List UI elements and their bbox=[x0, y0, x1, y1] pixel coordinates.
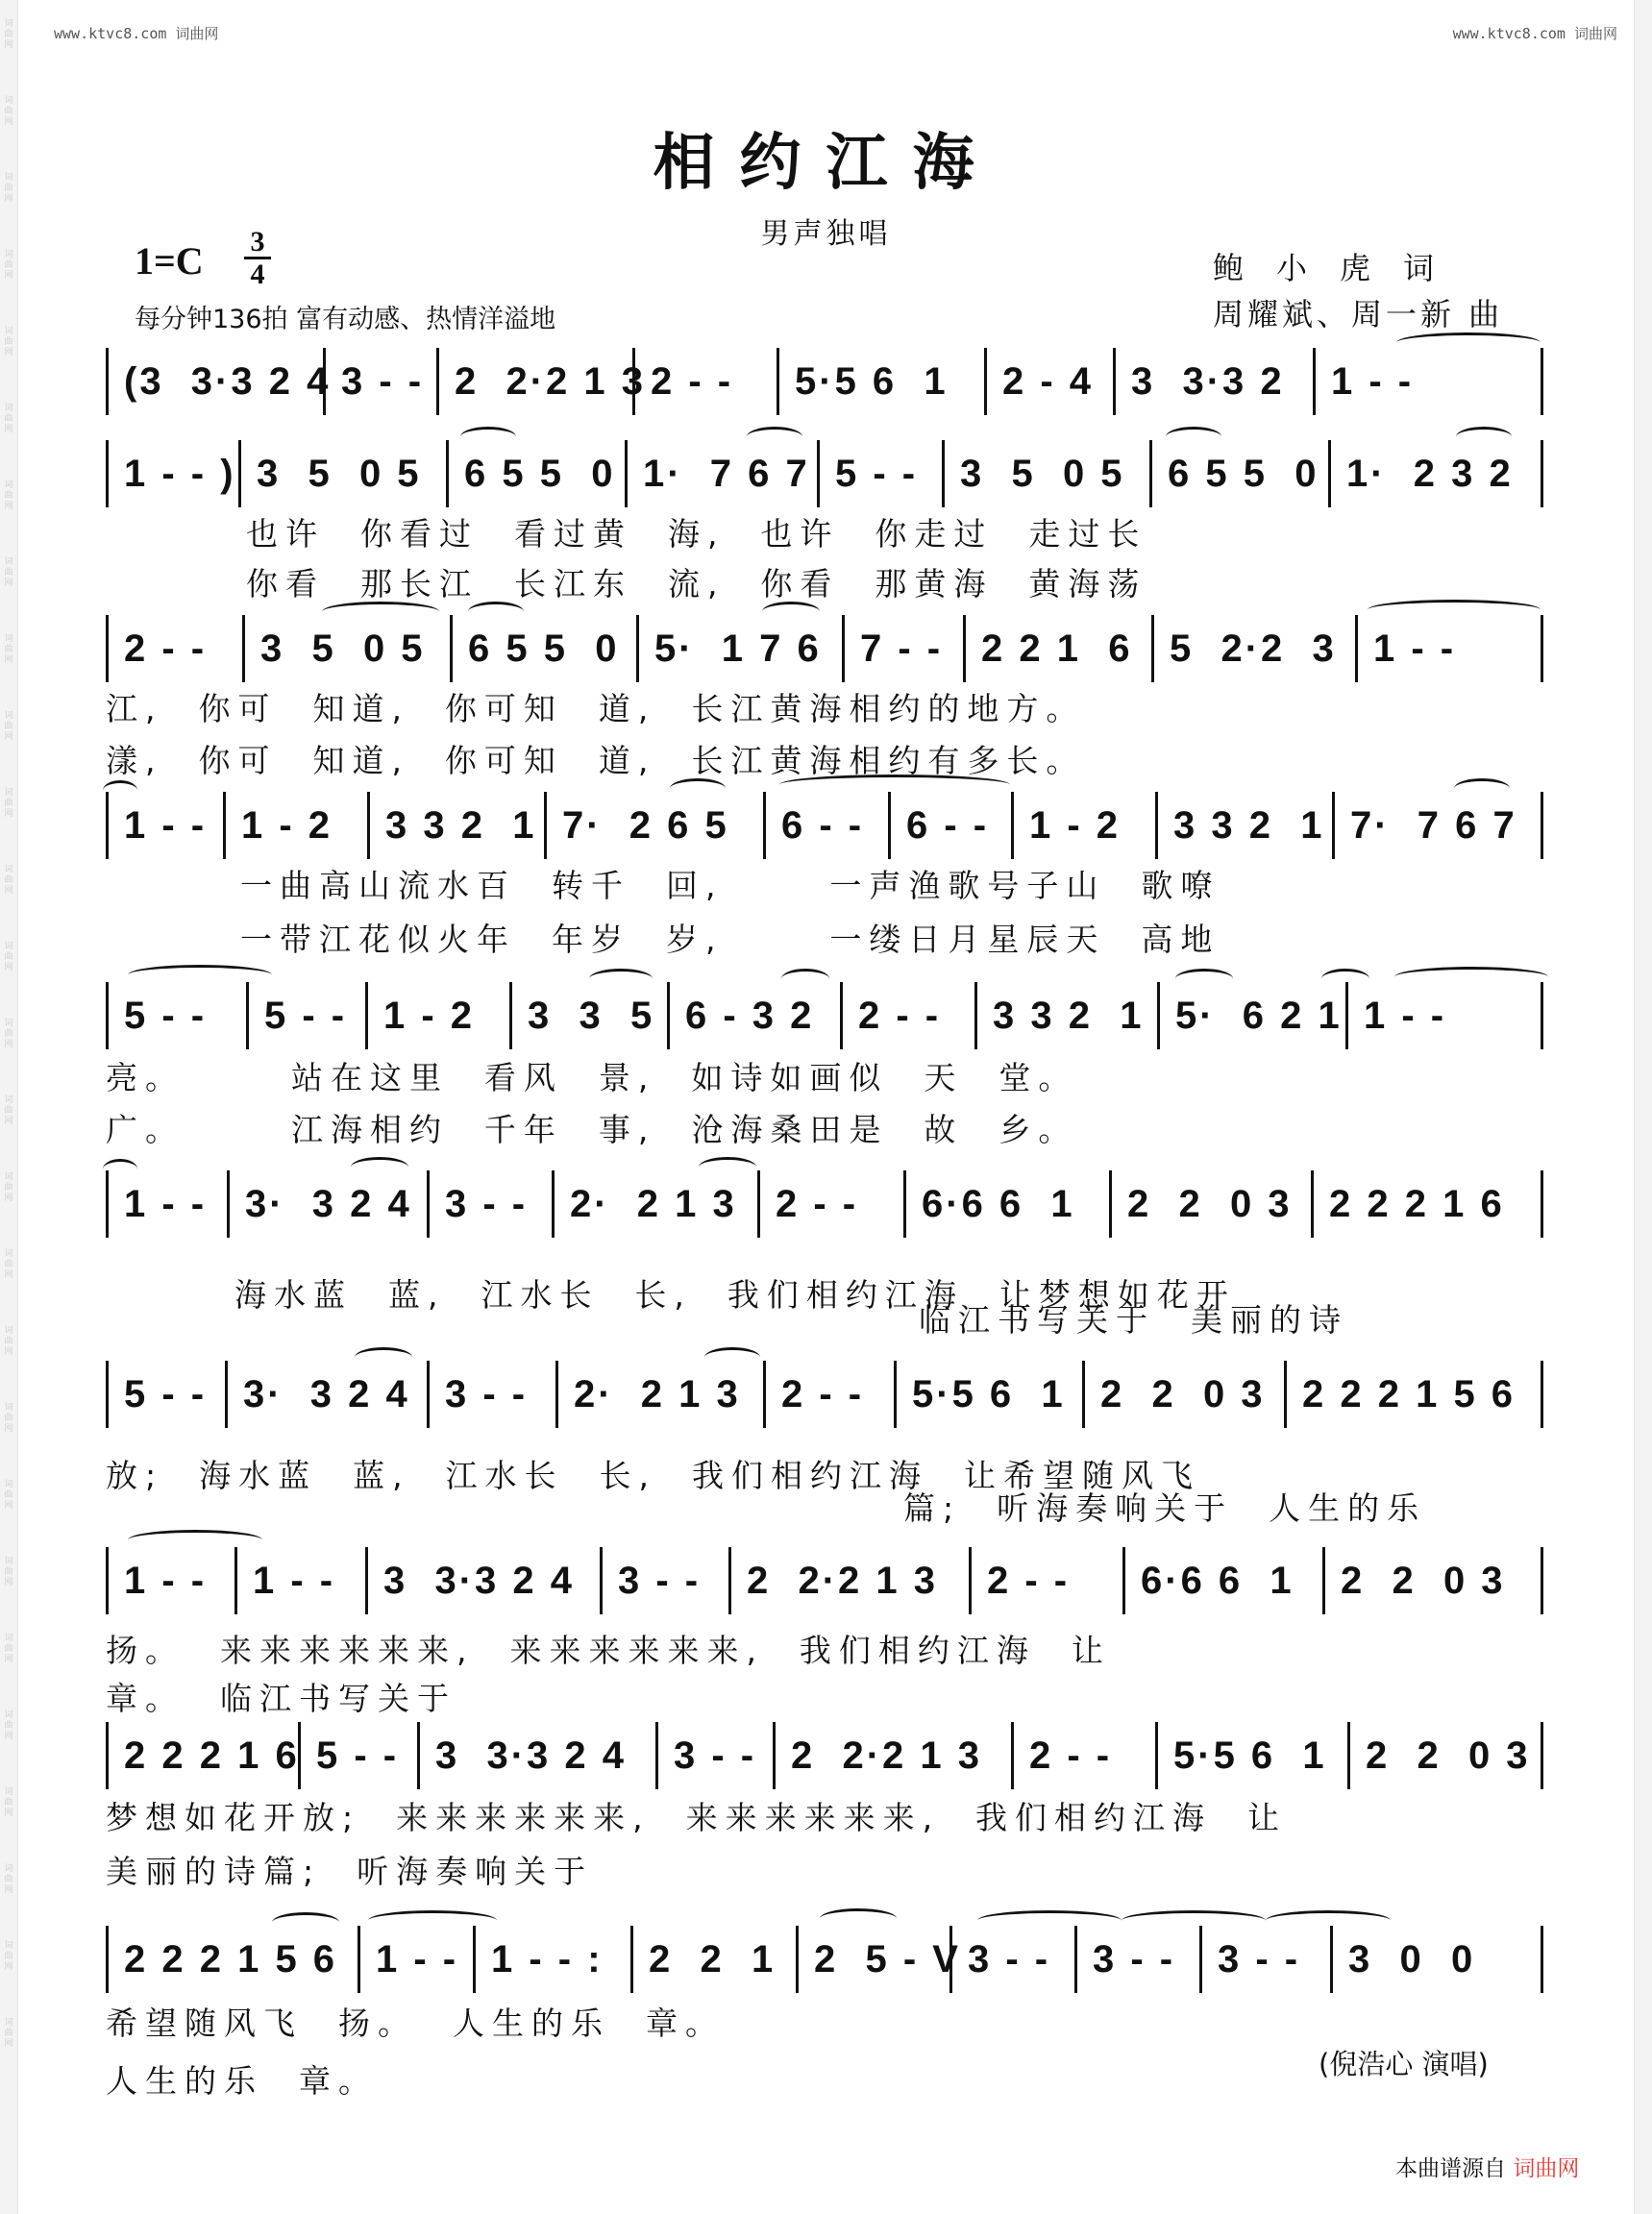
score-row bbox=[106, 348, 1543, 415]
measure: 2 2 2 1 5 6 bbox=[1302, 1373, 1516, 1415]
side-watermark: 词曲网 bbox=[4, 327, 13, 357]
measure: 3 - - bbox=[603, 1547, 731, 1614]
key-signature: 1=C bbox=[135, 239, 204, 283]
tie-mark bbox=[128, 965, 272, 985]
lyric-line: 希望随风飞 扬。 人生的乐 章。 bbox=[106, 2005, 725, 2042]
measure: 3 3·3 2 4 bbox=[420, 1722, 658, 1789]
side-watermark: 词曲网 bbox=[4, 942, 13, 972]
measure: (3 3·3 2 4 bbox=[109, 348, 326, 415]
measure: 1 - - ) bbox=[109, 440, 241, 507]
lyricist-credit: 鲍小虎词 bbox=[1213, 250, 1467, 286]
source-note bbox=[1395, 2151, 1579, 2182]
measure: 7· 2 6 5 bbox=[547, 792, 766, 859]
measure: 3 - - bbox=[1202, 1926, 1333, 1993]
score-row bbox=[106, 1547, 1543, 1614]
side-watermark: 词曲网 bbox=[4, 1019, 13, 1049]
tie-mark bbox=[781, 969, 829, 989]
measure: 3 3·3 2 bbox=[1116, 348, 1316, 415]
tie-mark bbox=[699, 1157, 756, 1177]
measure: 1 - - bbox=[1364, 995, 1447, 1037]
tie-mark bbox=[589, 969, 653, 989]
score-row bbox=[106, 1926, 1543, 1993]
side-watermark: 词曲网 bbox=[4, 1941, 13, 1972]
lyric-line: 一曲高山流水百 转千 回, 一声渔歌号子山 歌嘹 bbox=[240, 867, 1221, 904]
measure: 7· 7 6 7 bbox=[1350, 804, 1517, 847]
measure: 2 2 1 bbox=[633, 1926, 799, 1993]
score-row bbox=[106, 440, 1543, 507]
tie-mark bbox=[1321, 969, 1369, 989]
measure: 2 - - bbox=[760, 1170, 906, 1238]
lyric-line: 广。 江海相约 千年 事, 沧海桑田是 故 乡。 bbox=[106, 1111, 1078, 1148]
tie-mark bbox=[747, 427, 802, 447]
lyric-line: 章。 临江书写关于 bbox=[106, 1680, 456, 1717]
measure: 1 - - bbox=[237, 1547, 368, 1614]
tie-mark bbox=[103, 1159, 137, 1179]
tie-mark bbox=[1122, 1910, 1266, 1931]
tie-mark bbox=[762, 602, 820, 622]
measure: 2 5 - V bbox=[799, 1926, 952, 1993]
measure: 2 - - bbox=[1014, 1722, 1158, 1789]
measure: 2 - - bbox=[843, 982, 977, 1049]
side-watermark: 词曲网 bbox=[4, 1172, 13, 1203]
measure: 1 - 2 bbox=[1014, 792, 1158, 859]
measure: 3 - - bbox=[430, 1170, 555, 1238]
tie-mark bbox=[368, 1910, 497, 1931]
source-label: 本曲谱源自 bbox=[1395, 2156, 1506, 2181]
lyric-line: 漾, 你可 知道, 你可知 道, 长江黄海相约有多长。 bbox=[106, 742, 1086, 779]
measure: 3 3 2 1 bbox=[1158, 792, 1335, 859]
score-row bbox=[106, 615, 1543, 682]
tie-mark bbox=[1266, 1910, 1391, 1931]
measure: 1 - 2 bbox=[368, 982, 512, 1049]
side-watermark: 词曲网 bbox=[4, 1095, 13, 1126]
measure: 2 2·2 1 3 bbox=[776, 1722, 1014, 1789]
measure: 1 - - bbox=[109, 1170, 230, 1238]
measure: 6·6 6 1 bbox=[906, 1170, 1112, 1238]
side-watermark: 词曲网 bbox=[4, 1634, 13, 1664]
tie-mark bbox=[468, 602, 524, 622]
tempo-marking: 每分钟136拍 富有动感、热情洋溢地 bbox=[135, 305, 556, 334]
measure: 1· 7 6 7 bbox=[628, 440, 820, 507]
measure: 3 - - bbox=[1077, 1926, 1202, 1993]
measure: 5· 1 7 6 bbox=[639, 615, 845, 682]
side-watermark: 词曲网 bbox=[4, 788, 13, 819]
measure: 2 - 4 bbox=[987, 348, 1116, 415]
measure: 5 - - bbox=[249, 982, 368, 1049]
lyric-line: 扬。 来来来来来来, 来来来来来来, 我们相约江海 让 bbox=[106, 1632, 1111, 1669]
measure: 1· 2 3 2 bbox=[1346, 453, 1514, 495]
score-row bbox=[106, 1722, 1543, 1789]
tie-mark bbox=[272, 1912, 339, 1932]
measure: 5· 6 2 1 bbox=[1160, 982, 1348, 1049]
tie-mark bbox=[670, 778, 726, 799]
side-watermark: 词曲网 bbox=[4, 1557, 13, 1587]
measure: 2 2 2 1 6 bbox=[1329, 1183, 1505, 1225]
side-watermark: 词曲网 bbox=[4, 19, 13, 50]
side-watermark: 词曲网 bbox=[4, 250, 13, 281]
measure: 3 5 0 5 bbox=[241, 440, 449, 507]
side-watermark: 词曲网 bbox=[4, 1403, 13, 1434]
measure: 1 - - bbox=[109, 792, 226, 859]
side-watermark: 词曲网 bbox=[4, 1480, 13, 1511]
side-watermark: 词曲网 bbox=[4, 865, 13, 896]
measure: 2 - - bbox=[109, 615, 245, 682]
left-margin-strip bbox=[0, 0, 18, 2214]
measure: 7 - - bbox=[845, 615, 966, 682]
side-watermark: 词曲网 bbox=[4, 1326, 13, 1357]
right-margin-strip bbox=[1634, 0, 1652, 2214]
score-row bbox=[106, 1361, 1543, 1428]
measure: 3 3·3 2 4 bbox=[368, 1547, 603, 1614]
tie-mark bbox=[1394, 967, 1548, 987]
measure: 3 3 2 1 bbox=[977, 982, 1160, 1049]
tie-mark bbox=[1454, 778, 1510, 799]
measure: 6·6 6 1 bbox=[1125, 1547, 1325, 1614]
measure: 6 5 5 0 bbox=[453, 615, 639, 682]
side-watermark: 词曲网 bbox=[4, 1864, 13, 1895]
measure: 5·5 6 1 bbox=[1158, 1722, 1350, 1789]
tie-mark bbox=[779, 775, 1010, 795]
lyric-line: 梦想如花开放; 来来来来来来, 来来来来来来, 我们相约江海 让 bbox=[106, 1799, 1288, 1836]
measure: 2 2 0 3 bbox=[1112, 1170, 1314, 1238]
measure: 1 - 2 bbox=[226, 792, 370, 859]
lyric-line: 你看 那长江 长江东 流, 你看 那黄海 黄海荡 bbox=[246, 565, 1147, 603]
measure: 2 2·2 1 3 bbox=[439, 348, 635, 415]
measure: 3 5 0 5 bbox=[945, 440, 1152, 507]
measure: 2 2 2 1 6 bbox=[109, 1722, 301, 1789]
measure: 2· 2 1 3 bbox=[555, 1170, 760, 1238]
side-watermark: 词曲网 bbox=[4, 96, 13, 127]
measure: 3· 3 2 4 bbox=[230, 1170, 430, 1238]
score-row bbox=[106, 982, 1543, 1049]
measure: 1 - - bbox=[1331, 360, 1415, 403]
measure: 3 - - bbox=[326, 348, 439, 415]
measure: 6 - 3 2 bbox=[670, 982, 843, 1049]
tie-mark bbox=[704, 1347, 760, 1367]
measure: 3 3 5 bbox=[512, 982, 670, 1049]
tie-mark bbox=[820, 1908, 897, 1929]
tie-mark bbox=[1368, 600, 1541, 620]
measure: 5·5 6 1 bbox=[779, 348, 987, 415]
tie-mark bbox=[128, 1530, 262, 1550]
tie-mark bbox=[460, 427, 516, 447]
lyric-line: 美丽的诗篇; 听海奏响关于 bbox=[106, 1853, 594, 1890]
side-watermark: 词曲网 bbox=[4, 557, 13, 588]
tie-mark bbox=[1166, 427, 1221, 447]
measure: 3 3 2 1 bbox=[370, 792, 547, 859]
tie-mark bbox=[103, 780, 137, 800]
measure: 3 5 0 5 bbox=[245, 615, 453, 682]
side-watermark: 词曲网 bbox=[4, 1710, 13, 1741]
measure: 6 - - bbox=[766, 792, 891, 859]
site-watermark-right: www.ktvc8.com 词曲网 bbox=[1452, 25, 1617, 42]
measure: 2 - - bbox=[635, 348, 779, 415]
lyric-line: 也许 你看过 看过黄 海, 也许 你走过 走过长 bbox=[246, 515, 1147, 553]
measure: 1 - - : bbox=[476, 1926, 633, 1993]
measure: 3 - - bbox=[430, 1361, 558, 1428]
time-signature-bottom: 4 bbox=[250, 258, 265, 290]
measure: 2 2 0 3 bbox=[1341, 1560, 1506, 1602]
measure: 1 - - bbox=[360, 1926, 476, 1993]
measure: 1 - - bbox=[109, 1547, 237, 1614]
performer-credit: (倪浩心 演唱) bbox=[1319, 2048, 1489, 2080]
lyric-line: 人生的乐 章。 bbox=[106, 2062, 378, 2100]
tie-mark bbox=[977, 1910, 1122, 1931]
lyric-line: 临江书写关于 美丽的诗 bbox=[919, 1301, 1348, 1339]
side-watermark: 词曲网 bbox=[4, 1249, 13, 1280]
composer-credit: 周耀斌、周一新 曲 bbox=[1213, 296, 1504, 332]
lyric-line: 放; 海水蓝 蓝, 江水长 长, 我们相约江海 让希望随风飞 bbox=[106, 1457, 1200, 1494]
song-subtitle: 男声独唱 bbox=[760, 217, 892, 251]
measure: 5 - - bbox=[109, 1361, 228, 1428]
measure: 5 - - bbox=[301, 1722, 420, 1789]
measure: 2 2 2 1 5 6 bbox=[109, 1926, 360, 1993]
lyric-line: 海水蓝 蓝, 江水长 长, 我们相约江海 让梦想如花开 bbox=[234, 1276, 1236, 1314]
measure: 5 - - bbox=[820, 440, 945, 507]
side-watermark: 词曲网 bbox=[4, 173, 13, 204]
measure: 2 2 0 3 bbox=[1366, 1734, 1531, 1777]
time-signature-top: 3 bbox=[244, 227, 271, 259]
side-watermark: 词曲网 bbox=[4, 711, 13, 742]
score-row bbox=[106, 792, 1543, 859]
measure: 3 0 0 bbox=[1348, 1938, 1476, 1980]
measure: 2 - - bbox=[972, 1547, 1125, 1614]
measure: 1 - - bbox=[1373, 627, 1457, 670]
tie-mark bbox=[1175, 969, 1233, 989]
site-watermark-left: www.ktvc8.com 词曲网 bbox=[54, 25, 219, 42]
side-watermark: 词曲网 bbox=[4, 1787, 13, 1818]
measure: 2· 2 1 3 bbox=[558, 1361, 766, 1428]
measure: 2 - - bbox=[766, 1361, 897, 1428]
time-signature bbox=[244, 227, 271, 289]
measure: 2 2 1 6 bbox=[966, 615, 1154, 682]
side-watermark: 词曲网 bbox=[4, 634, 13, 665]
measure: 2 2·2 1 3 bbox=[731, 1547, 972, 1614]
lyric-line: 一带江花似火年 年岁 岁, 一缕日月星辰天 高地 bbox=[240, 921, 1221, 958]
song-title: 相约江海 bbox=[653, 127, 999, 199]
measure: 6 5 5 0 bbox=[1152, 440, 1331, 507]
measure: 3 - - bbox=[952, 1926, 1077, 1993]
side-watermark: 词曲网 bbox=[4, 2018, 13, 2049]
score-row bbox=[106, 1170, 1543, 1238]
measure: 2 2 0 3 bbox=[1085, 1361, 1287, 1428]
tie-mark bbox=[351, 1157, 408, 1177]
measure: 3 - - bbox=[658, 1722, 776, 1789]
side-watermark: 词曲网 bbox=[4, 404, 13, 434]
lyric-line: 篇; 听海奏响关于 人生的乐 bbox=[903, 1489, 1427, 1527]
lyric-line: 江, 你可 知道, 你可知 道, 长江黄海相约的地方。 bbox=[106, 690, 1086, 727]
side-watermark: 词曲网 bbox=[4, 480, 13, 511]
measure: 5 2·2 3 bbox=[1154, 615, 1358, 682]
tie-mark bbox=[355, 1347, 412, 1367]
measure: 6 5 5 0 bbox=[449, 440, 628, 507]
lyric-line: 亮。 站在这里 看风 景, 如诗如画似 天 堂。 bbox=[106, 1059, 1078, 1096]
measure: 6 - - bbox=[891, 792, 1014, 859]
measure: 5 - - bbox=[109, 982, 249, 1049]
measure: 3· 3 2 4 bbox=[228, 1361, 430, 1428]
tie-mark bbox=[1396, 332, 1541, 353]
measure: 5·5 6 1 bbox=[897, 1361, 1085, 1428]
tie-mark bbox=[1456, 427, 1512, 447]
source-brand-link[interactable]: 词曲网 bbox=[1513, 2156, 1580, 2181]
tie-mark bbox=[322, 602, 439, 622]
